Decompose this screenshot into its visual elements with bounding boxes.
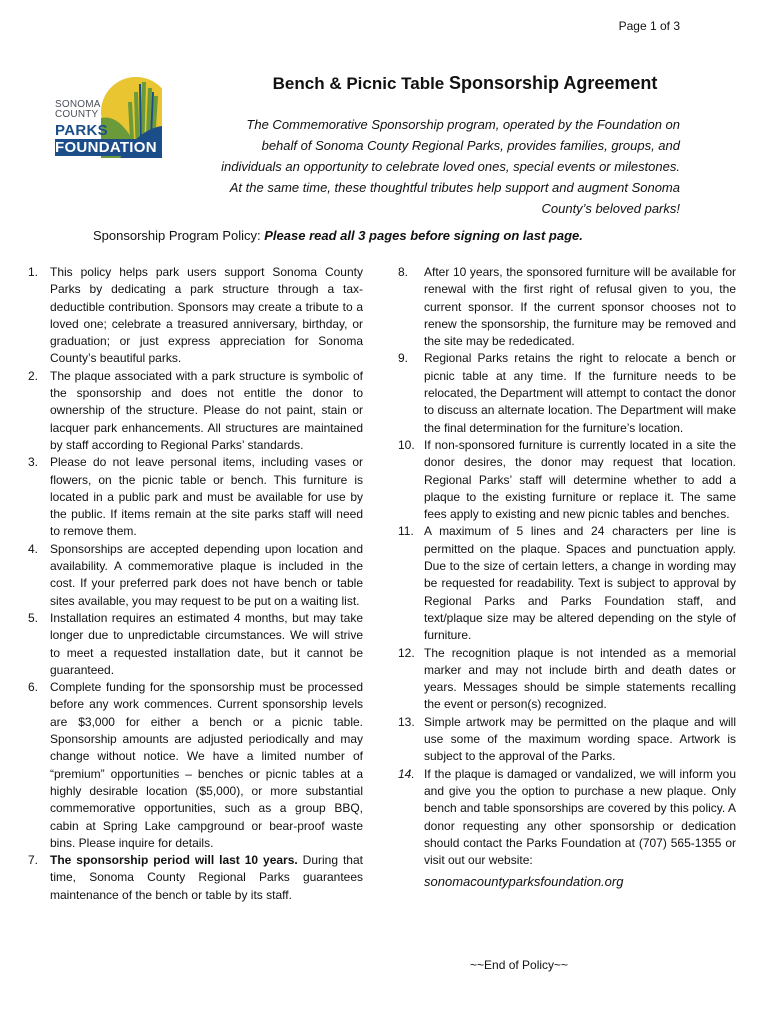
policy-emphasis: Please read all 3 pages before signing on last page. [264, 228, 583, 243]
logo-line-parks: PARKS [55, 122, 108, 139]
item-text: Simple artwork may be permitted on the plaque and will use some of the maximum wording space. Artwork is subject to the approval of the Parks. [424, 714, 736, 764]
list-item [28, 368, 363, 454]
item-number: 12. [398, 645, 415, 660]
item-text: The recognition plaque is not intended as a memorial marker and may not include birth and death dates or years. Messages should be simple statements recalling the event or person(s) recognized. [424, 645, 736, 712]
item-text [424, 766, 736, 891]
item-text: Installation requires an estimated 4 months, but may take longer due to unpredictable circumstances. We will strive to meet a requested installation date, but it cannot be guaranteed. [50, 610, 363, 677]
list-item [28, 541, 363, 610]
list-item [398, 523, 736, 644]
parks-foundation-logo [55, 74, 167, 166]
policy-heading [93, 228, 583, 243]
item-number: 4. [28, 541, 39, 556]
item-number: 7. [28, 853, 39, 868]
list-item [28, 852, 363, 904]
item-text: This policy helps park users support Sonoma County Parks by dedicating a park structure through a tax-deductible contribution. Sponsors may create a tribute to a loved one; celebrate a treasured anniversary, birthday, or graduation; or just express appreciation for Sonoma County’s beautiful parks. [50, 265, 363, 366]
item-number: 1. [28, 265, 39, 279]
item-number: 14. [398, 766, 415, 781]
page-number: Page 1 of 3 [618, 19, 680, 33]
item-number: 6. [28, 680, 39, 695]
item-number: 5. [28, 610, 39, 625]
item-number: 3. [28, 455, 39, 470]
intro-paragraph: The Commemorative Sponsorship program, operated by the Foundation on behalf of Sonoma County Regional Parks, provides families, groups, and individuals an opportunity to celebrate loved ones, special events or milestones. At the same time, these thoughtful tributes help support and augment Sonoma County’s beloved parks! [221, 117, 680, 216]
item-number: 8. [398, 265, 409, 279]
list-item [28, 454, 363, 540]
item-number: 2. [28, 368, 39, 383]
end-of-policy: ~~End of Policy~~ [470, 958, 569, 972]
item-number: 13. [398, 714, 415, 729]
item-body-text: If the plaque is damaged or vandalized, we will inform you and give you the option to purchase a new plaque. Only bench and table sponsorships are covered by this policy. A donor requesting any other sponsorship or dedication should contact the Parks Foundation at (707) 565-1355 or visit out our website: [424, 766, 736, 868]
item-text: The plaque associated with a park structure is symbolic of the sponsorship and does not entitle the donor to ownership of the structure. Please do not paint, stain or lacquer park enhancements. All structures are maintained by staff according to Regional Parks’ standards. [50, 368, 363, 452]
item-text: After 10 years, the sponsored furniture will be available for renewal with the first right of refusal given to you, the current sponsor. If the current sponsor chooses not to renew the sponsorship, the furniture may be removed and the site may be rededicated. [424, 265, 736, 349]
list-item [398, 766, 736, 891]
policy-list-left [28, 264, 363, 904]
policy-list-right [398, 264, 736, 891]
list-item [28, 610, 363, 679]
list-item [28, 264, 363, 368]
list-item [398, 264, 736, 350]
list-item [398, 714, 736, 766]
document-title [250, 73, 680, 94]
logo-line-county: COUNTY [55, 109, 99, 120]
item-text: Regional Parks retains the right to relocate a bench or picnic table at any time. If the furniture needs to be relocated, the Department will attempt to contact the donor to discuss an alternate location. The Department will make the final determination for the furniture’s location. [424, 351, 736, 435]
item-text: Complete funding for the sponsorship must be processed before any work commences. Current sponsorship levels are $3,000 for either a bench or a picnic table. Sponsorship amounts are adjusted periodically and may change without notice. We have a limited number of “premium” opportunities – benches or picnic tables at a highly desirable location ($5,000), or more substantial commemorative opportunities, such as a group BBQ, cabin at Spring Lake campground or bear-proof waste bins. Please inquire for details. [50, 680, 363, 850]
item-bold-text: The sponsorship period will last 10 years. [50, 853, 298, 868]
item-text: Please do not leave personal items, including vases or flowers, on the picnic table or bench. This furniture is located in a public park and must be available for use by the public. If items remain at the site parks staff will need to remove them. [50, 455, 363, 539]
item-number: 10. [398, 437, 415, 452]
policy-prefix: Sponsorship Program Policy: [93, 228, 265, 243]
logo-line-sonoma: SONOMA [55, 99, 101, 110]
item-text: Sponsorships are accepted depending upon location and availability. A commemorative plaque is included in the cost. If your preferred park does not have bench or table sites available, you may request to be put on a waiting list. [50, 541, 363, 608]
item-rest-text: During that time, Sonoma County Regional Parks guarantees maintenance of the bench or table by its staff. [50, 853, 363, 902]
item-text: A maximum of 5 lines and 24 characters per line is permitted on the plaque. Spaces and punctuation apply. Due to the size of certain letters, a change in wording may be requested for readability. Text is subject to approval by Regional Parks and Parks Foundation staff, and text/plaque size may be altered depending on the style of furniture. [424, 524, 736, 643]
item-number: 11. [398, 524, 414, 539]
item-text: If non-sponsored furniture is currently located in a site the donor desires, the donor may request that location. Regional Parks’ staff will determine whether to add a plaque to the existing furniture or replace it. The same fees apply to existing and new picnic tables and benches. [424, 437, 736, 522]
item-number: 9. [398, 351, 409, 366]
title-part2: Sponsorship Agreement [448, 73, 658, 93]
title-part1: Bench & Picnic Table [272, 74, 449, 93]
list-item [398, 437, 736, 523]
list-item [398, 645, 736, 714]
website-link[interactable]: sonomacountyparksfoundation.org [424, 874, 624, 890]
list-item [28, 679, 363, 852]
logo-line-foundation: FOUNDATION [55, 139, 162, 156]
item-text [50, 852, 363, 904]
list-item [398, 350, 736, 436]
